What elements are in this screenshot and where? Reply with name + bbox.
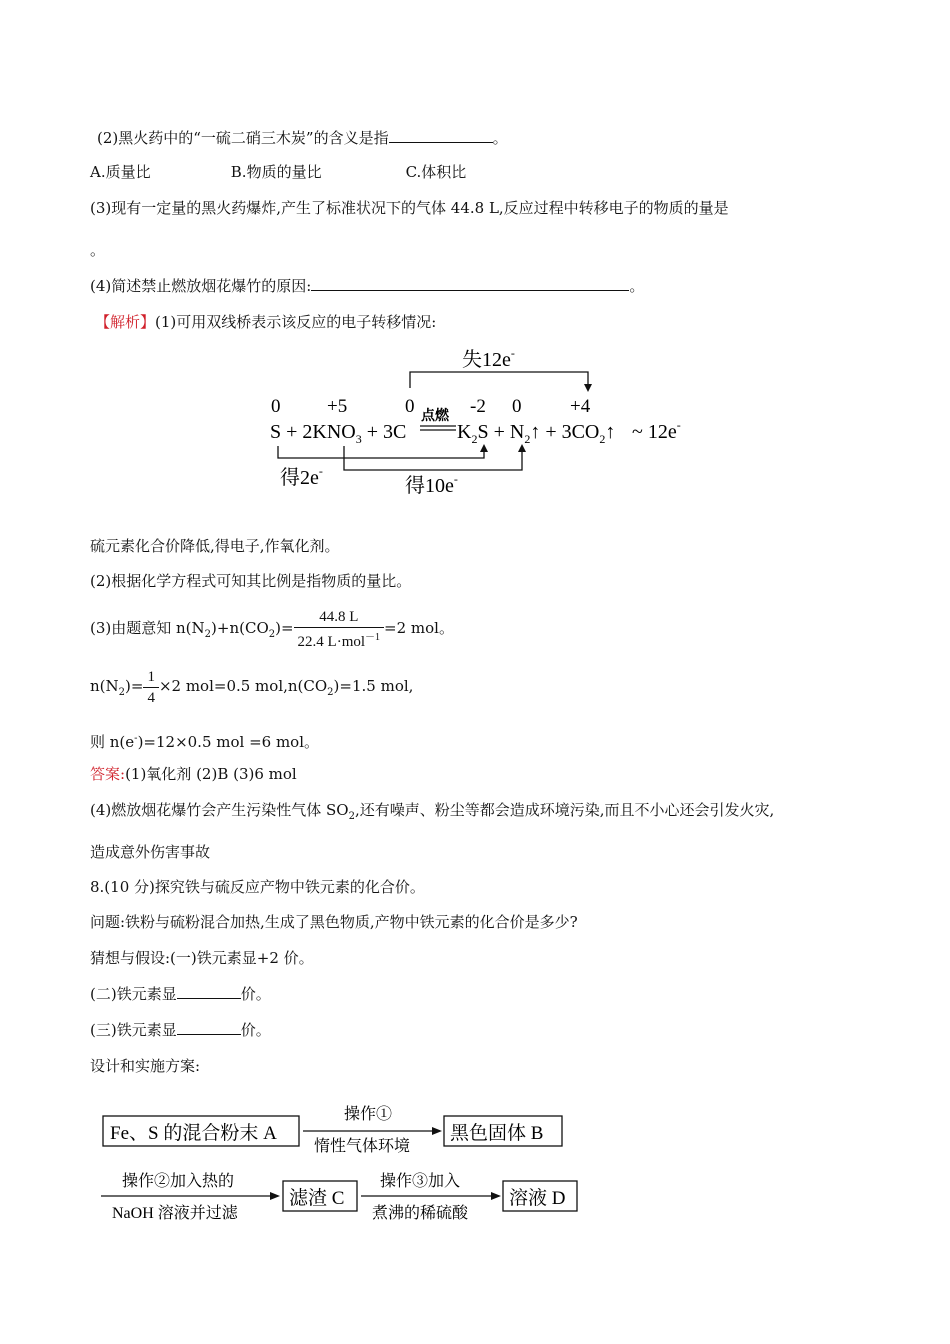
equation-left: $S + 2KNO_3 + 3C$ (270, 421, 407, 446)
valence-n2: 0 (512, 396, 522, 417)
analysis-intro (95, 312, 436, 332)
box-b-label: 黑色固体 B (450, 1123, 544, 1144)
line3-text-b: )+n(CO (211, 619, 269, 637)
q2-answer-blank[interactable] (389, 128, 493, 143)
answer-line2: (4)燃放烟花爆竹会产生污染性气体 $SO_2$,还有噪声、粉尘等都会造成环境污染,而且不小心还会引发火灾, (90, 801, 775, 822)
analysis-line5 (90, 729, 319, 752)
line4-text-c: ×2 mol=0.5 mol,n(CO (158, 677, 328, 695)
q4-stem-text: (4)简述禁止燃放烟花爆竹的原因: (90, 277, 312, 295)
line4-text-b: )= (125, 677, 144, 695)
guess2-blank[interactable] (177, 984, 241, 999)
fraction-quarter (143, 667, 159, 708)
answer-text: (1)氧化剂 (2)B (3)6 mol (125, 765, 297, 783)
q2-option-b: B.物质的量比 (230, 163, 322, 181)
analysis-line2: (2)根据化学方程式可知其比例是指物质的量比。 (90, 572, 412, 590)
gain-bridge-2 (344, 444, 526, 497)
guess3-end: 价。 (240, 1021, 271, 1039)
lose-label: 失12e- (462, 346, 515, 371)
analysis-line3: (3)由题意知 $n(N_2)+n(CO_2)=$ $\frac{44.8 L}{22.4 L\cdot mol^{-1}}$ =2 mol。 (90, 608, 454, 650)
fraction-volume-den: 22.4 L·mol$^{-1}$ (297, 631, 381, 650)
fraction-quarter-den: 4 (147, 689, 155, 706)
answer-line3: 造成意外伤害事故 (90, 843, 211, 861)
box-c-label: 滤渣 C (289, 1188, 345, 1209)
analysis-line1: 硫元素化合价降低,得电子,作氧化剂。 (90, 537, 340, 555)
q8-design: 设计和实施方案: (90, 1057, 201, 1075)
gain2-label: 得10e- (405, 472, 458, 497)
lose-bridge (410, 346, 592, 392)
op1-top: 操作① (344, 1106, 393, 1123)
answer-line2-b: ,还有噪声、粉尘等都会造成环境污染,而且不小心还会引发火灾, (354, 801, 775, 819)
equation-right: $K_2S$ + $N_2↑$ + $3CO_2↑$ (457, 421, 616, 446)
equation-tail: ~ 12e- (632, 418, 681, 443)
q2-option-a: A.质量比 (90, 163, 151, 181)
analysis-intro-text: (1)可用双线桥表示该反应的电子转移情况: (155, 313, 437, 331)
valence-c: 0 (405, 396, 415, 417)
line4-text-d: )=1.5 mol, (333, 677, 414, 695)
line5-sup: - (134, 733, 138, 744)
q3-tail: 。 (90, 241, 106, 259)
op2-bottom: NaOH 溶液并过滤 (112, 1205, 238, 1222)
op1-bottom: 惰性气体环境 (314, 1138, 411, 1155)
analysis-line4: $n(N_2)=$ $\frac{1}{4}$ ×2 mol=0.5 $mol,n(CO_2)=1.5$ mol, (90, 668, 414, 706)
q2-options (90, 162, 466, 182)
line3-text-d: =2 mol。 (384, 619, 454, 637)
line5-text-a: 则 n(e (90, 733, 135, 751)
guess3-blank[interactable] (177, 1020, 241, 1035)
q8-guess1: 猜想与假设:(一)铁元素显+2 价。 (90, 949, 314, 967)
line3-text-a: (3)由题意知 n(N (90, 619, 205, 637)
q2-stem-end: 。 (492, 129, 508, 147)
answer-line2-a: (4)燃放烟花爆竹会产生污染性气体 SO (90, 801, 349, 819)
gain1-label: 得2e- (280, 464, 323, 489)
q4-answer-blank[interactable] (311, 276, 629, 291)
valence-n: +5 (327, 396, 348, 417)
op3-top: 操作③加入 (380, 1173, 461, 1190)
condition-label: 点燃 (421, 409, 449, 424)
fraction-quarter-num: 1 (143, 667, 159, 688)
q4-stem (90, 276, 644, 296)
guess2-text: (二)铁元素显 (90, 985, 177, 1003)
q3-stem: (3)现有一定量的黑火药爆炸,产生了标准状况下的气体 44.8 L,反应过程中转移电子的物质的量是 (90, 199, 729, 217)
q2-stem (97, 128, 508, 148)
q8-problem: 问题:铁粉与硫粉混合加热,生成了黑色物质,产物中铁元素的化合价是多少? (90, 913, 578, 931)
valence-k2s: -2 (470, 396, 486, 417)
analysis-tag: 【解析】 (95, 313, 156, 331)
electron-transfer-diagram (0, 340, 950, 510)
box-d-label: 溶液 D (509, 1188, 566, 1209)
valence-co2: +4 (570, 396, 591, 417)
q4-stem-end: 。 (629, 277, 645, 295)
answer-line (90, 764, 297, 784)
q2-option-c: C.体积比 (405, 163, 467, 181)
q2-stem-text: (2)黑火药中的“一硫二硝三木炭”的含义是指 (97, 129, 389, 147)
box-a-label: Fe、S 的混合粉末 A (110, 1123, 277, 1144)
answer-tag: 答案: (90, 765, 126, 783)
guess2-end: 价。 (240, 985, 271, 1003)
valence-s: 0 (271, 396, 281, 417)
line4-text-a: n(N (90, 677, 119, 695)
fraction-volume (294, 607, 385, 652)
q8-guess3 (90, 1020, 271, 1040)
guess3-text: (三)铁元素显 (90, 1021, 177, 1039)
op3-bottom: 煮沸的稀硫酸 (372, 1205, 469, 1222)
q8-title: 8.(10 分)探究铁与硫反应产物中铁元素的化合价。 (90, 878, 425, 896)
fraction-volume-num: 44.8 L (294, 607, 385, 628)
experiment-flow-diagram (0, 1100, 950, 1240)
line5-text-b: )=12×0.5 mol =6 mol。 (137, 733, 320, 751)
q8-guess2 (90, 984, 271, 1004)
op2-top: 操作②加入热的 (122, 1173, 235, 1190)
line3-text-c: )= (275, 619, 294, 637)
